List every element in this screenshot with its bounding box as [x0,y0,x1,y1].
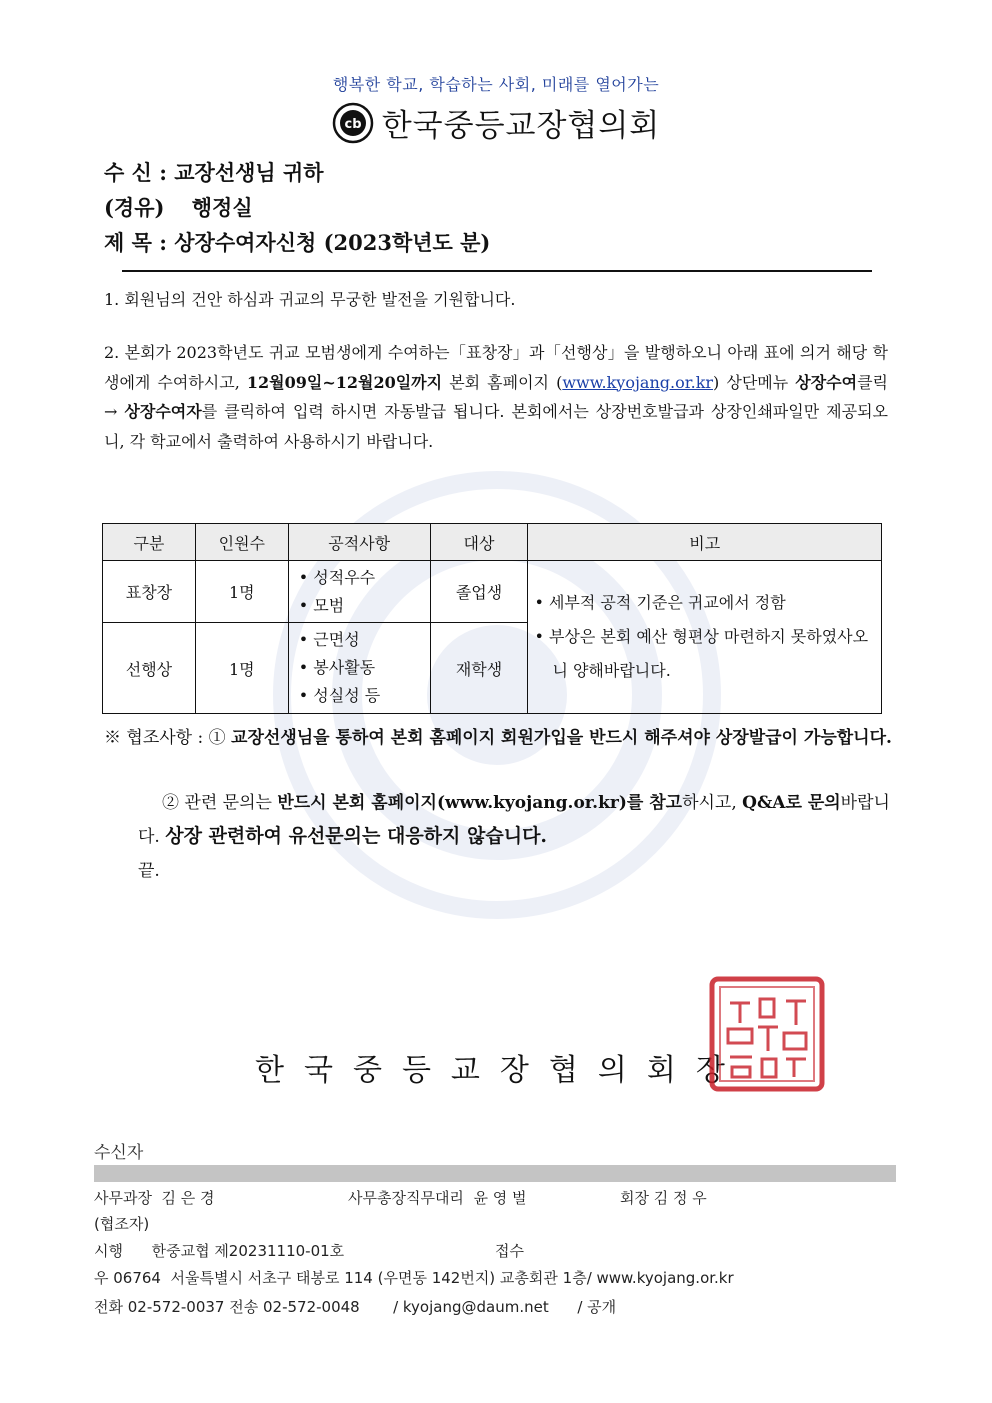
award-type: 표창장 [103,561,196,623]
subject-line [104,227,490,257]
address: 우 06764 서울특별시 서초구 태봉로 114 (우면동 142번지) 교총회관 1층/ www.kyojang.or.kr [94,1269,734,1287]
p2-click: 클릭 → [104,372,889,421]
subject: 상장수여자신청 (2023학년도 분) [174,230,491,255]
note-mark: ※ [104,728,121,748]
award-target: 졸업생 [430,561,528,623]
staff-line: 사무과장 김 은 경 [94,1189,215,1207]
note-2-bold: 반드시 본회 홈페이지(www.kyojang.or.kr)를 참고 [277,793,683,813]
col-header: 대상 [430,524,528,561]
col-header: 인원수 [195,524,288,561]
award-target: 재학생 [430,623,528,714]
note-label: 협조사항 : [126,728,204,748]
cooperation-note-2: ② 관련 문의는 반드시 본회 홈페이지(www.kyojang.or.kr)를 참고하시고, Q&A로 문의바랍니다. 상장 관련하여 유선문의는 대응하지 않습니다. [138,793,890,847]
recipients-label: 수신자 [94,1143,144,1163]
recipient: 교장선생님 귀하 [174,160,324,185]
remark-item: 세부적 공적 기준은 귀교에서 정함 [548,593,786,612]
end-mark: 끝. [138,861,160,881]
note-1-num: ① [208,728,226,748]
org-name: 한국중등교장협의회 [381,108,661,144]
award-merits: • 성적우수 • 모범 [288,561,430,623]
org-header [0,100,992,145]
table-row [103,561,882,623]
logo-letters: cb [344,116,362,132]
org-logo-icon [332,102,374,144]
official-seal-icon [708,975,826,1093]
col-header: 비고 [528,524,882,561]
p2-menu-text: 상단메뉴 [726,372,789,392]
paragraph-2: 2. 본회가 2023학년도 귀교 모범생에게 수여하는「표창장」과「선행상」을 발행하오니 아래 표에 의거 해당 학생에게 수여하시고, 12월09일~12월20일까지 본회 홈페이지 (www.kyojang.or.kr) 상단메뉴 상장수여클릭 → 상장수여자를 클릭하여 입력 하시면 자동발급 됩니다. 본회에서는 상장번호발급과 상장인쇄파일만 제공되오니, 각 학교에서 출력하여 사용하시기 바랍니다. [104,343,889,451]
merit-item: 봉사활동 [313,658,376,677]
p2-dates: 12월09일~12월20일까지 [246,372,443,392]
p2-menu1: 상장수여 [795,372,858,392]
table-header-row [103,524,882,561]
enforce-line: 시행 한중교협 제20231110-01호 [94,1242,345,1260]
merit-item: 성실성 등 [313,686,381,705]
award-merits: • 근면성 • 봉사활동 • 성실성 등 [288,623,430,714]
footer-divider [94,1165,896,1182]
staff-line-2: 사무총장직무대리 윤 영 벌 [348,1189,527,1207]
paragraph-1: 1. 회원님의 건안 하심과 귀교의 무궁한 발전을 기원합니다. [104,290,516,309]
merit-item: 모범 [313,595,345,615]
award-count: 1명 [195,561,288,623]
p2-homepage: 본회 홈페이지 [449,372,549,392]
homepage-link[interactable]: www.kyojang.or.kr [562,372,714,392]
award-count: 1명 [195,623,288,714]
header-divider [122,270,872,272]
note-2-warning: 상장 관련하여 유선문의는 대응하지 않습니다. [165,825,548,847]
via-label: (경유) [104,195,165,220]
award-type: 선행상 [103,623,196,714]
remark-item: 부상은 본회 예산 형편상 마련하지 못하였사오니 양해바랍니다. [548,627,869,680]
col-header: 공적사항 [288,524,430,561]
via: 행정실 [191,195,253,220]
staff-line-3: 회장 김 정 우 [620,1189,707,1207]
col-header: 구분 [103,524,196,561]
note-1-text: 교장선생님을 통하여 본회 홈페이지 회원가입을 반드시 해주셔야 상장발급이 가능합니다. [231,728,892,748]
recipient-line [104,157,324,187]
merit-item: 성적우수 [313,567,376,587]
merit-item: 근면성 [313,630,360,649]
award-table [102,523,882,714]
p2-rest: 를 클릭하여 입력 하시면 자동발급 됩니다. 본회에서는 상장번호발급과 상장인쇄파일만 제공되오니, 각 학교에서 출력하여 사용하시기 바랍니다. [104,402,888,451]
cooperator: (협조자) [94,1215,150,1233]
p2-menu2: 상장수여자 [124,402,202,421]
note-2-num: ② [162,793,179,813]
cooperation-note-1 [104,722,894,755]
recipient-label: 수 신 : [104,160,167,185]
receipt-label: 접수 [495,1242,524,1260]
p2-intro: 2. 본회가 2023학년도 귀교 모범생에게 수여하는「표창장」과「선행상」을 발행하오니 아래 표에 의거 해당 학생에게 수여하시고, [104,343,888,392]
signature-title: 한국중등교장협의회장 [255,1053,745,1088]
slogan: 행복한 학교, 학습하는 사회, 미래를 열어가는 [332,75,660,94]
subject-label: 제 목 : [104,230,167,255]
via-line [104,192,253,222]
contact: 전화 02-572-0037 전송 02-572-0048 / kyojang@daum.net / 공개 [94,1298,617,1316]
remarks-cell: • 세부적 공적 기준은 귀교에서 정함 • 부상은 본회 예산 형편상 마련하지 못하였사오니 양해바랍니다. [528,561,882,714]
